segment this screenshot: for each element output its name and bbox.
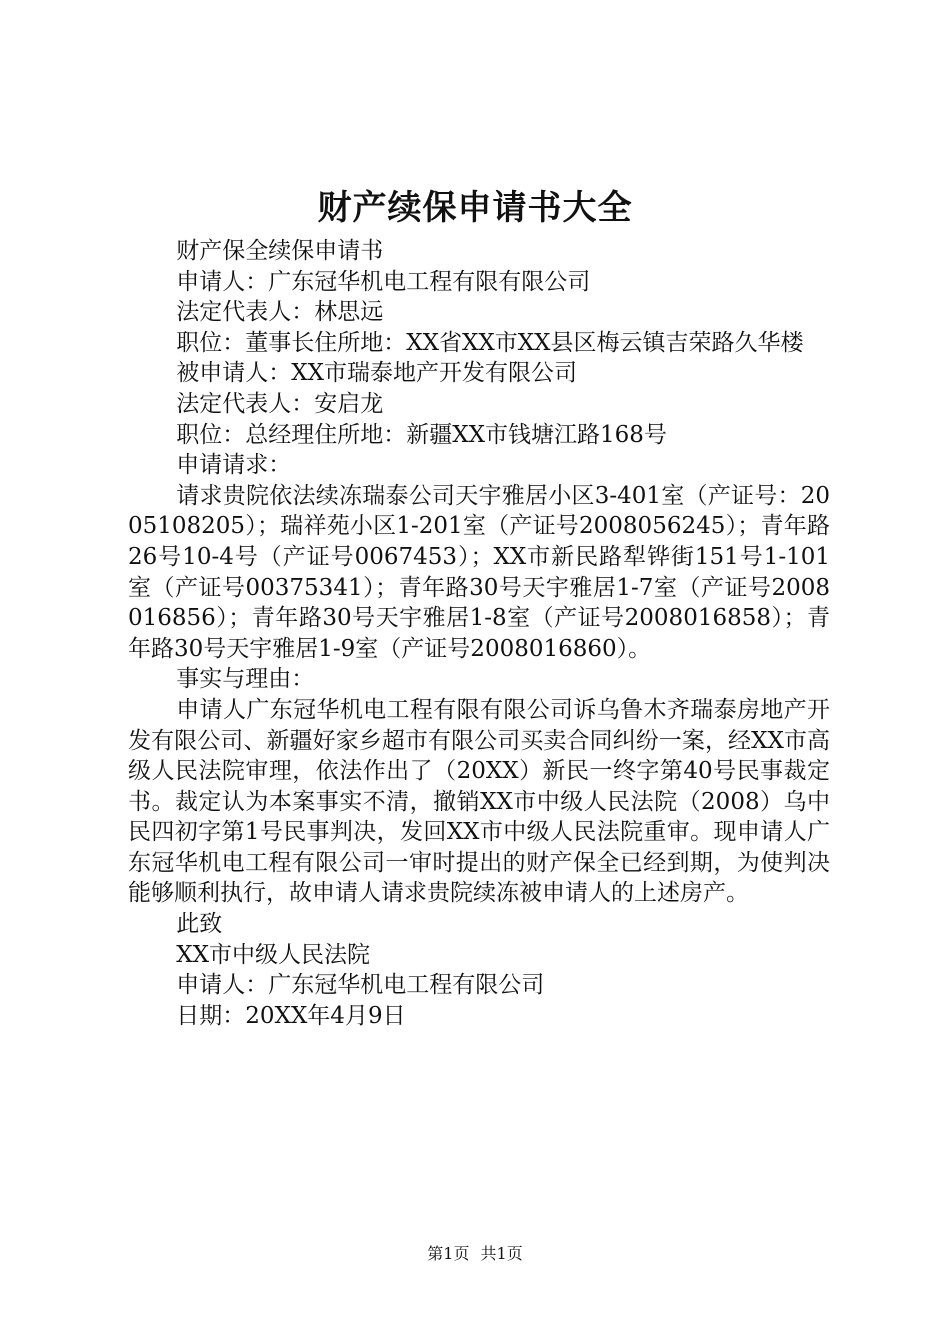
paragraph-respondent: 被申请人：XX市瑞泰地产开发有限公司 (176, 360, 578, 387)
paragraph-heading: 财产保全续保申请书 (176, 238, 384, 264)
paragraph-request-heading: 申请请求： (176, 452, 292, 479)
page-number: 第1页 (427, 1244, 470, 1263)
paragraph-respondent-position-address: 职位：总经理住所地：新疆XX市钱塘江路168号 (176, 421, 667, 448)
paragraph-court: XX市中级人民法院 (176, 941, 371, 968)
paragraph-applicant-position-address: 职位：董事长住所地：XX省XX市XX县区梅云镇吉荣路久华楼 (176, 329, 804, 356)
paragraph-request-body: 请求贵院依法续冻瑞泰公司天宇雅居小区3-401室（产证号：2005108205）；瑞祥苑小区1-201室（产证号2008056245）；青年路26号10-4号（产证号0067453）；XX市新民路犁铧街151号1-101室（产证号00375341）；青年路30号天宇雅居1-7室（产证号2008016856）；青年路30号天宇雅居1-8室（产证号2008016858）；青年路30号天宇雅居1-9室（产证号2008016860）。 (128, 482, 830, 662)
page-total: 共1页 (480, 1244, 523, 1263)
paragraph-salutation: 此致 (176, 911, 223, 938)
paragraph-respondent-representative: 法定代表人：安启龙 (176, 390, 384, 417)
paragraph-facts-heading: 事实与理由： (176, 666, 315, 693)
paragraph-date: 日期：20XX年4月9日 (176, 1002, 406, 1029)
paragraph-facts-body: 申请人广东冠华机电工程有限有限公司诉乌鲁木齐瑞泰房地产开发有限公司、新疆好家乡超市有限公司买卖合同纠纷一案，经XX市高级人民法院审理，依法作出了（20XX）新民一终字第40号民事裁定书。裁定认为本案事实不清，撤销XX市中级人民法院（2008）乌中民四初字第1号民事判决，发回XX市中级人民法院重审。现申请人广东冠华机电工程有限公司一审时提出的财产保全已经到期，为使判决能够顺利执行，故申请人请求贵院续冻被申请人的上述房产。 (128, 696, 830, 907)
paragraph-signature: 申请人：广东冠华机电工程有限公司 (176, 972, 545, 999)
paragraph-applicant: 申请人：广东冠华机电工程有限有限公司 (176, 268, 591, 295)
document-title: 财产续保申请书大全 (317, 188, 633, 228)
paragraph-applicant-representative: 法定代表人：林思远 (176, 299, 384, 326)
document-body (128, 236, 830, 1031)
page-footer (0, 1242, 950, 1266)
